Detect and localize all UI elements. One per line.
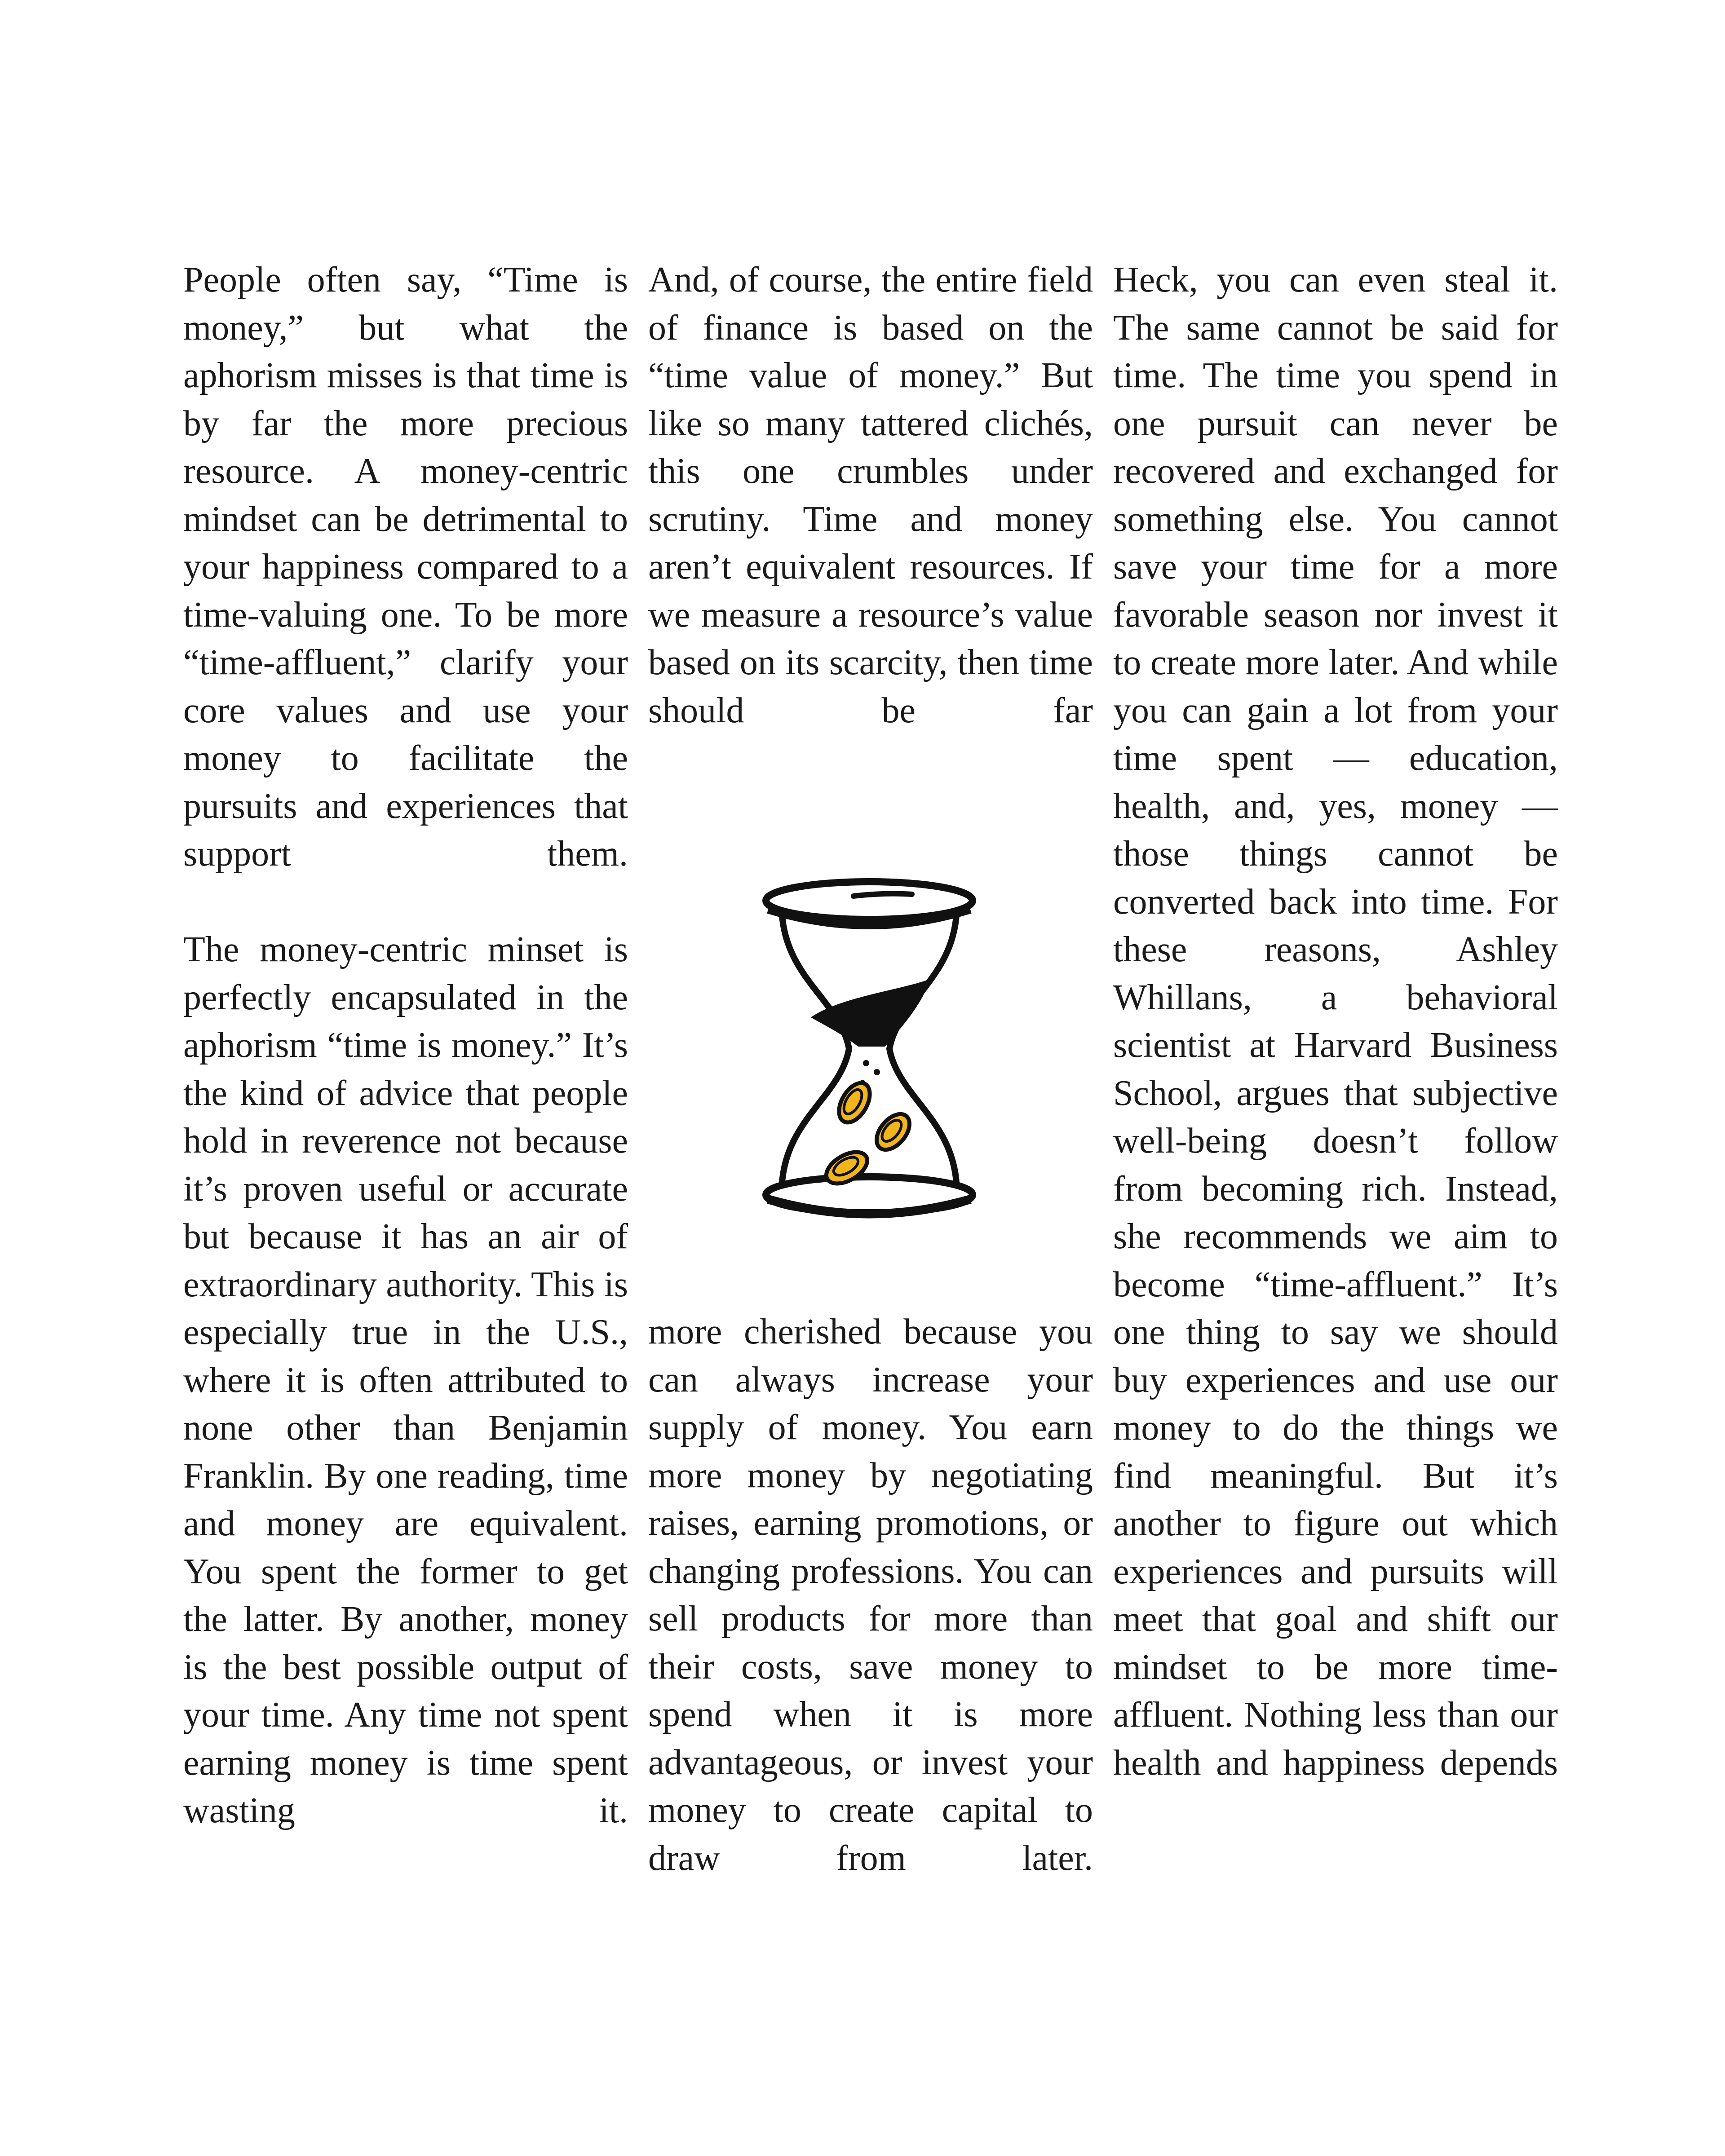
coin-icon xyxy=(870,1108,916,1156)
paragraph-finance: And, of course, the entire field of finance is based on the “time value of money.” But like so many tattered clichés, this one crumbles under scrutiny. Time and money aren’t equivalent resources. If we measure a resource’s value based on its scarcity, then time should be far xyxy=(648,260,1093,730)
paragraph-money-supply: more cherished because you can always increase your supply of money. You earn more money by negotiating raises, earning promotions, or changing professions. You can sell products for more than their costs, save money to spend when it is more advantageous, or invest your money to create capital to draw from later. xyxy=(648,1312,1093,1878)
paragraph-intro: People often say, “Time is money,” but what the aphorism misses is that time is by far the more precious resource. A money-centric mindset can be detrimental to your happiness compared to a time-valuing one. To be more “time-affluent,” clarify your core values and use your money to facilitate the pursuits and experiences that support them. xyxy=(183,260,628,874)
paragraph-money-centric: The money-centric minset is perfectly encapsulated in the aphorism “time is money.” It’s the kind of advice that people hold in reverence not because it’s proven useful or accurate but because it has an air of extraordinary authority. This is especially true in the U.S., where it is often attributed to none other than Benjamin Franklin. By one reading, time and money are equivalent. You spent the former to get the latter. By another, money is the best possible output of your time. Any time not spent earning money is time spent wasting it. xyxy=(183,930,628,1830)
article-column-2-top xyxy=(648,256,1093,734)
coin-icon xyxy=(833,1078,876,1127)
hourglass-with-coins-icon xyxy=(750,869,988,1228)
paragraph-time-value: Heck, you can even steal it. The same cannot be said for time. The time you spend in one pursuit can never be recovered and exchanged for something else. You cannot save your time for a more favorable season nor invest it to create more later. And while you can gain a lot from your time spent — education, health, and, yes, money — those things cannot be converted back into time. For these reasons, Ashley Whillans, a behavioral scientist at Harvard Business School, argues that subjective well-being doesn’t follow from becoming rich. Instead, she recommends we aim to become “time-affluent.” It’s one thing to say we should buy experiences and use our money to do the things we find meaningful. But it’s another to figure out which experiences and pursuits will meet that goal and shift our mindset to be more time-affluent. Nothing less than our health and happiness depends xyxy=(1113,260,1558,1783)
article-column-1 xyxy=(183,256,628,1835)
article-column-2-bottom xyxy=(648,1308,1093,1882)
article-column-3 xyxy=(1113,256,1558,1787)
